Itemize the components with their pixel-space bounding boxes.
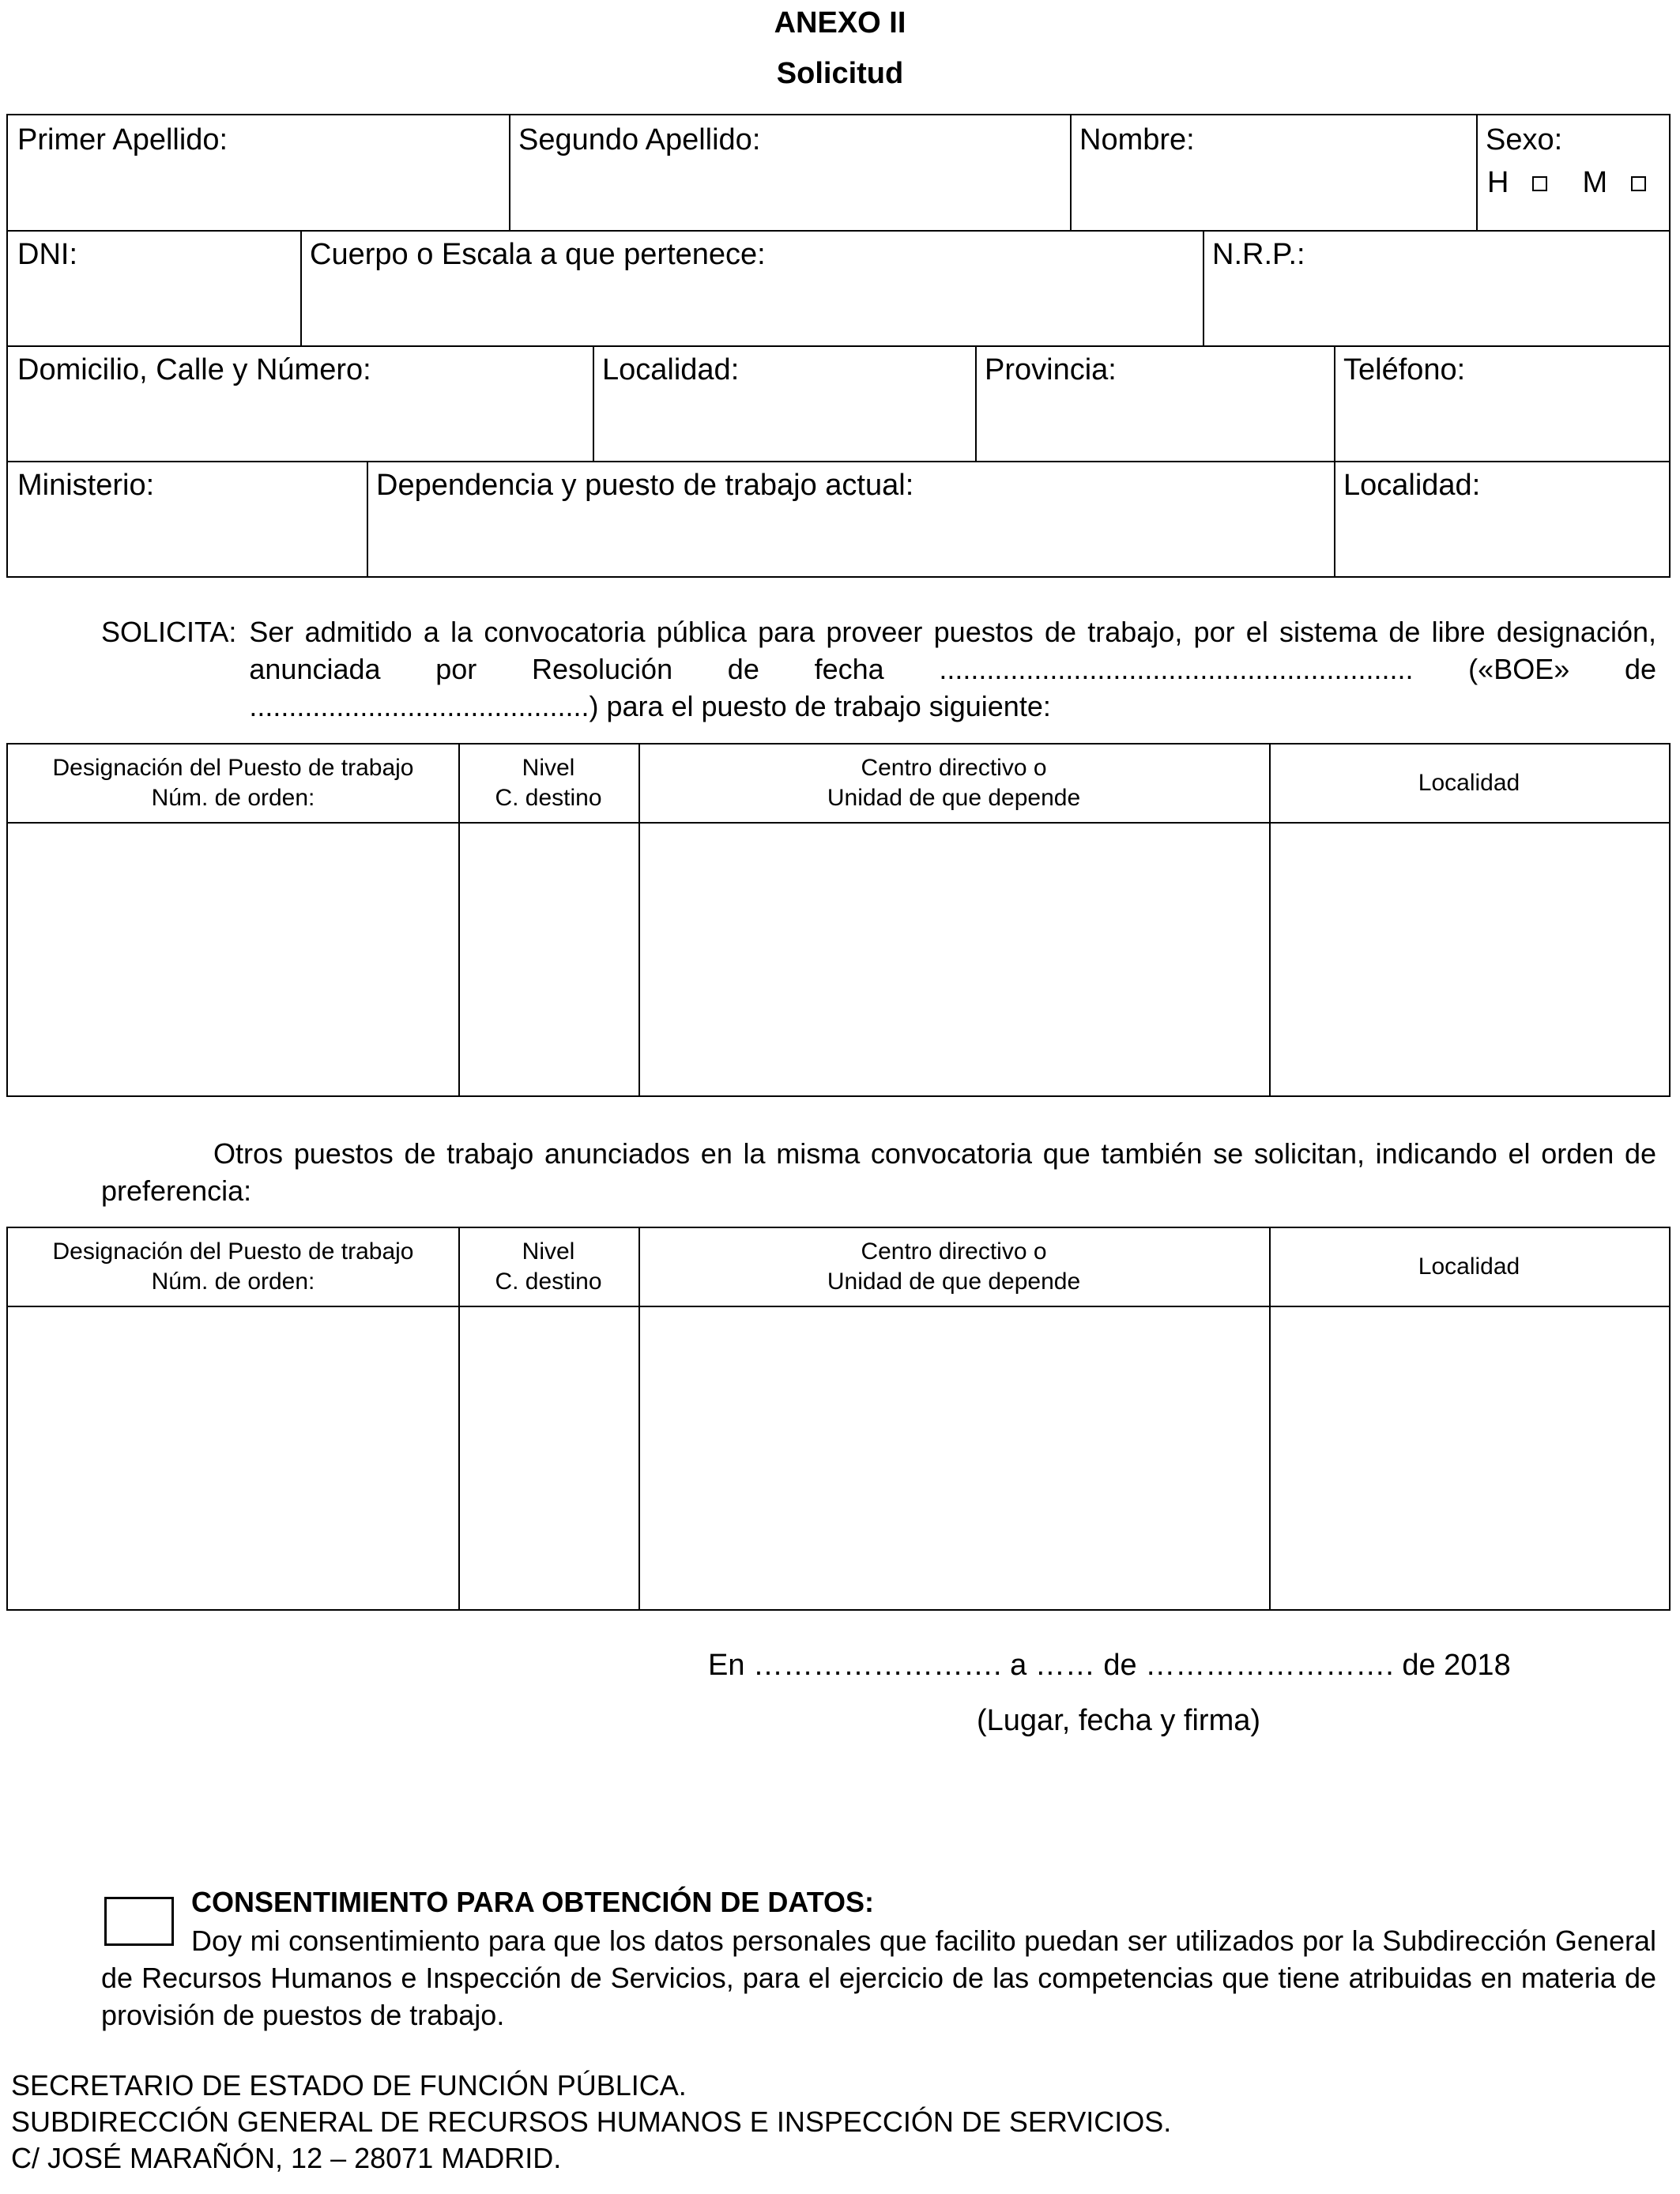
centro-cell[interactable] <box>640 824 1268 1095</box>
nrp-field[interactable]: N.R.P.: <box>1212 238 1305 271</box>
nivel-cell[interactable] <box>460 824 637 1095</box>
nivel-cell[interactable] <box>460 1307 637 1609</box>
sexo-label: Sexo: <box>1486 123 1563 156</box>
consent-title: CONSENTIMIENTO PARA OBTENCIÓN DE DATOS: <box>191 1886 875 1918</box>
header-nivel: Nivel C. destino <box>495 1238 602 1295</box>
otros-paragraph <box>101 1135 1656 1209</box>
localidad-cell[interactable] <box>1271 1307 1667 1609</box>
header-centro: Centro directivo o Unidad de que depende <box>827 755 1081 811</box>
ministerio-field[interactable]: Ministerio: <box>17 469 155 502</box>
otros-puestos-table <box>6 1227 1671 1611</box>
telefono-field[interactable]: Teléfono: <box>1343 353 1466 386</box>
sexo-m-checkbox[interactable] <box>1631 176 1646 191</box>
header-localidad: Localidad <box>1418 770 1520 796</box>
puesto-table <box>6 743 1671 1097</box>
header-localidad: Localidad <box>1418 1253 1520 1280</box>
solicita-paragraph <box>101 613 1656 725</box>
localidad-field[interactable]: Localidad: <box>602 353 740 386</box>
localidad-actual-field[interactable]: Localidad: <box>1343 469 1481 502</box>
consent-text: Doy mi consentimiento para que los datos personales que facilito puedan ser utilizados por la Subdirección General de Recursos Humanos e Inspección de Servicios, para el ejercicio de las competencias que tiene atribuidas en materia de provisión de puestos de trabajo. <box>101 1924 1656 2031</box>
cuerpo-escala-field[interactable]: Cuerpo o Escala a que pertenece: <box>310 238 766 271</box>
provincia-field[interactable]: Provincia: <box>985 353 1117 386</box>
otros-text: Otros puestos de trabajo anunciados en la misma convocatoria que también se solicitan, indicando el orden de preferencia: <box>101 1137 1656 1207</box>
dni-field[interactable]: DNI: <box>17 238 77 271</box>
segundo-apellido-field[interactable]: Segundo Apellido: <box>518 123 761 156</box>
footer-line-3: C/ JOSÉ MARAÑÓN, 12 – 28071 MADRID. <box>11 2142 562 2174</box>
footer-line-2: SUBDIRECCIÓN GENERAL DE RECURSOS HUMANOS E INSPECCIÓN DE SERVICIOS. <box>11 2105 1172 2138</box>
localidad-cell[interactable] <box>1271 824 1667 1095</box>
centro-cell[interactable] <box>640 1307 1268 1609</box>
domicilio-field[interactable]: Domicilio, Calle y Número: <box>17 353 371 386</box>
solicita-label: SOLICITA: <box>101 616 237 648</box>
personal-data-form <box>6 114 1671 578</box>
form-subtitle: Solicitud <box>776 57 904 90</box>
dependencia-field[interactable]: Dependencia y puesto de trabajo actual: <box>376 469 914 502</box>
designacion-cell[interactable] <box>8 1307 457 1609</box>
sexo-m-label: M <box>1582 166 1608 199</box>
header-nivel: Nivel C. destino <box>495 755 602 811</box>
header-designacion: Designación del Puesto de trabajo Núm. de orden: <box>52 755 414 811</box>
sexo-h-label: H <box>1487 166 1509 199</box>
place-date-line[interactable]: En ……………………. a …… de ……………………. de 2018 <box>708 1649 1511 1682</box>
primer-apellido-field[interactable]: Primer Apellido: <box>17 123 228 156</box>
footer-address <box>11 2068 1171 2177</box>
sexo-options <box>1487 166 1652 200</box>
designacion-cell[interactable] <box>8 824 457 1095</box>
footer-line-1: SECRETARIO DE ESTADO DE FUNCIÓN PÚBLICA. <box>11 2069 687 2102</box>
annex-title: ANEXO II <box>774 6 906 40</box>
header-designacion: Designación del Puesto de trabajo Núm. de orden: <box>52 1238 414 1295</box>
nombre-field[interactable]: Nombre: <box>1079 123 1195 156</box>
signature-caption: (Lugar, fecha y firma) <box>977 1704 1261 1737</box>
solicita-text: Ser admitido a la convocatoria pública para proveer puestos de trabajo, por el sistema de libre designación, anunciada por Resolución de fecha ............................................................ («BOE» de ...........................................) para el puesto de trabajo siguiente: <box>249 616 1656 722</box>
header-centro: Centro directivo o Unidad de que depende <box>827 1238 1081 1295</box>
sexo-h-checkbox[interactable] <box>1532 176 1547 191</box>
